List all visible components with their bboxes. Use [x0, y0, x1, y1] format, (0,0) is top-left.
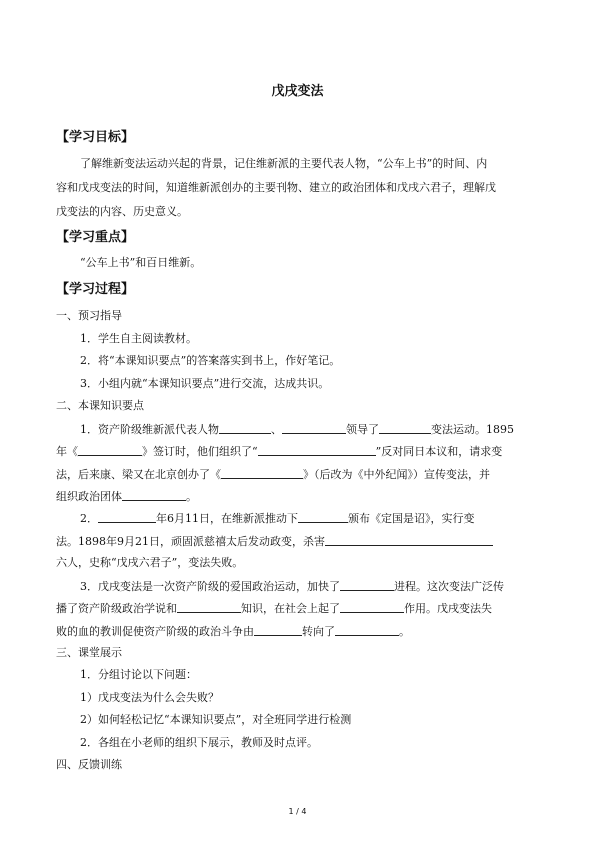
part3-item-1b: 2）如何轻松记忆“本课知识要点”，对全班同学进行检测 — [80, 713, 352, 726]
knowledge-3-line-1 — [80, 579, 504, 594]
process-heading: 【学习过程】 — [56, 282, 135, 297]
text-seg: 年《 — [56, 445, 78, 458]
part4-heading: 四、反馈训练 — [56, 758, 122, 771]
goals-line-2: 容和戊戌变法的时间，知道维新派创办的主要刊物、建立的政治团体和戊戌六君子，理解戊 — [56, 181, 496, 194]
knowledge-2-line-3 — [56, 556, 243, 570]
text-seg: 》签订时，他们组织了“ — [142, 445, 258, 458]
text-seg: 法，后来康、梁又在北京创办了《 — [56, 468, 221, 481]
goals-line-3: 戊变法的内容、历史意义。 — [56, 205, 188, 218]
text-seg: 3．戊戌变法是一次资产阶级的爱国政治运动，加快了 — [80, 580, 340, 593]
text-seg: 败的血的教训促使资产阶级的政治斗争由 — [56, 625, 254, 638]
text-seg: 。 — [186, 490, 197, 503]
part3-item-1: 1．分组讨论以下问题： — [80, 668, 197, 681]
focus-heading: 【学习重点】 — [56, 230, 135, 245]
answer-blank[interactable] — [298, 511, 348, 523]
answer-blank[interactable] — [379, 422, 431, 434]
text-seg: 1．资产阶级维新派代表人物 — [80, 423, 219, 436]
answer-blank[interactable] — [258, 444, 376, 456]
answer-blank[interactable] — [78, 444, 142, 456]
goals-heading: 【学习目标】 — [56, 130, 135, 145]
text-seg: 年6月11日，在维新派推动下 — [156, 512, 298, 525]
page-title: 戊戌变法 — [271, 84, 324, 99]
text-seg: 作用。戊戌变法失 — [404, 602, 492, 615]
knowledge-1-line-3 — [56, 467, 490, 482]
text-seg: 。 — [399, 625, 410, 638]
text-seg: 颁布《定国是诏》，实行变 — [348, 512, 475, 525]
part1-item-1: 1．学生自主阅读教材。 — [80, 332, 197, 345]
goals-line-1: 了解维新变法运动兴起的背景，记住维新派的主要代表人物，“公车上书”的时间、内 — [80, 157, 488, 170]
answer-blank[interactable] — [254, 624, 302, 636]
answer-blank[interactable] — [325, 534, 493, 546]
answer-blank[interactable] — [122, 489, 186, 501]
part1-item-3: 3．小组内就“本课知识要点”进行交流，达成共识。 — [80, 377, 330, 390]
answer-blank[interactable] — [335, 624, 399, 636]
knowledge-1-line-4 — [56, 489, 197, 504]
answer-blank[interactable] — [282, 422, 346, 434]
answer-blank[interactable] — [98, 511, 156, 523]
focus-line-1: “公车上书”和百日维新。 — [80, 256, 202, 269]
answer-blank[interactable] — [340, 579, 394, 591]
text-seg: 组织政治团体 — [56, 490, 122, 503]
text-seg: 、 — [271, 423, 282, 436]
part1-heading: 一、预习指导 — [56, 309, 122, 322]
knowledge-1-line-2 — [56, 444, 502, 459]
text-seg: 领导了 — [346, 423, 379, 436]
part1-item-2: 2．将“本课知识要点”的答案落实到书上，作好笔记。 — [80, 354, 341, 367]
text-seg: 进程。这次变法广泛传 — [394, 580, 504, 593]
part2-heading: 二、本课知识要点 — [56, 399, 144, 412]
answer-blank[interactable] — [219, 422, 271, 434]
text-seg: 》（后改为《中外纪闻》）宣传变法，并 — [303, 468, 490, 481]
text-seg: 转向了 — [302, 625, 335, 638]
text-seg: 六人，史称“戊戌六君子”，变法失败。 — [56, 556, 244, 569]
part3-item-2: 2．各组在小老师的组织下展示，教师及时点评。 — [80, 736, 318, 749]
text-seg: 变法运动。1895 — [431, 423, 514, 436]
knowledge-2-line-1 — [80, 511, 475, 526]
answer-blank[interactable] — [340, 601, 404, 613]
part3-item-1a: 1）戊戌变法为什么会失败？ — [80, 691, 219, 704]
knowledge-1-line-1 — [80, 422, 514, 437]
knowledge-2-line-2 — [56, 534, 493, 549]
knowledge-3-line-2 — [56, 601, 492, 616]
answer-blank[interactable] — [221, 467, 303, 479]
part3-heading: 三、课堂展示 — [56, 646, 122, 659]
knowledge-3-line-3 — [56, 624, 410, 639]
text-seg: 知识，在社会上起了 — [241, 602, 340, 615]
answer-blank[interactable] — [177, 601, 241, 613]
text-seg: 法。1898年9月21日，顽固派慈禧太后发动政变，杀害 — [56, 535, 325, 548]
text-seg: 2． — [80, 512, 98, 525]
text-seg: 播了资产阶级政治学说和 — [56, 602, 177, 615]
text-seg: ”反对同日本议和，请求变 — [375, 445, 503, 458]
page-number: 1 / 4 — [288, 807, 307, 816]
